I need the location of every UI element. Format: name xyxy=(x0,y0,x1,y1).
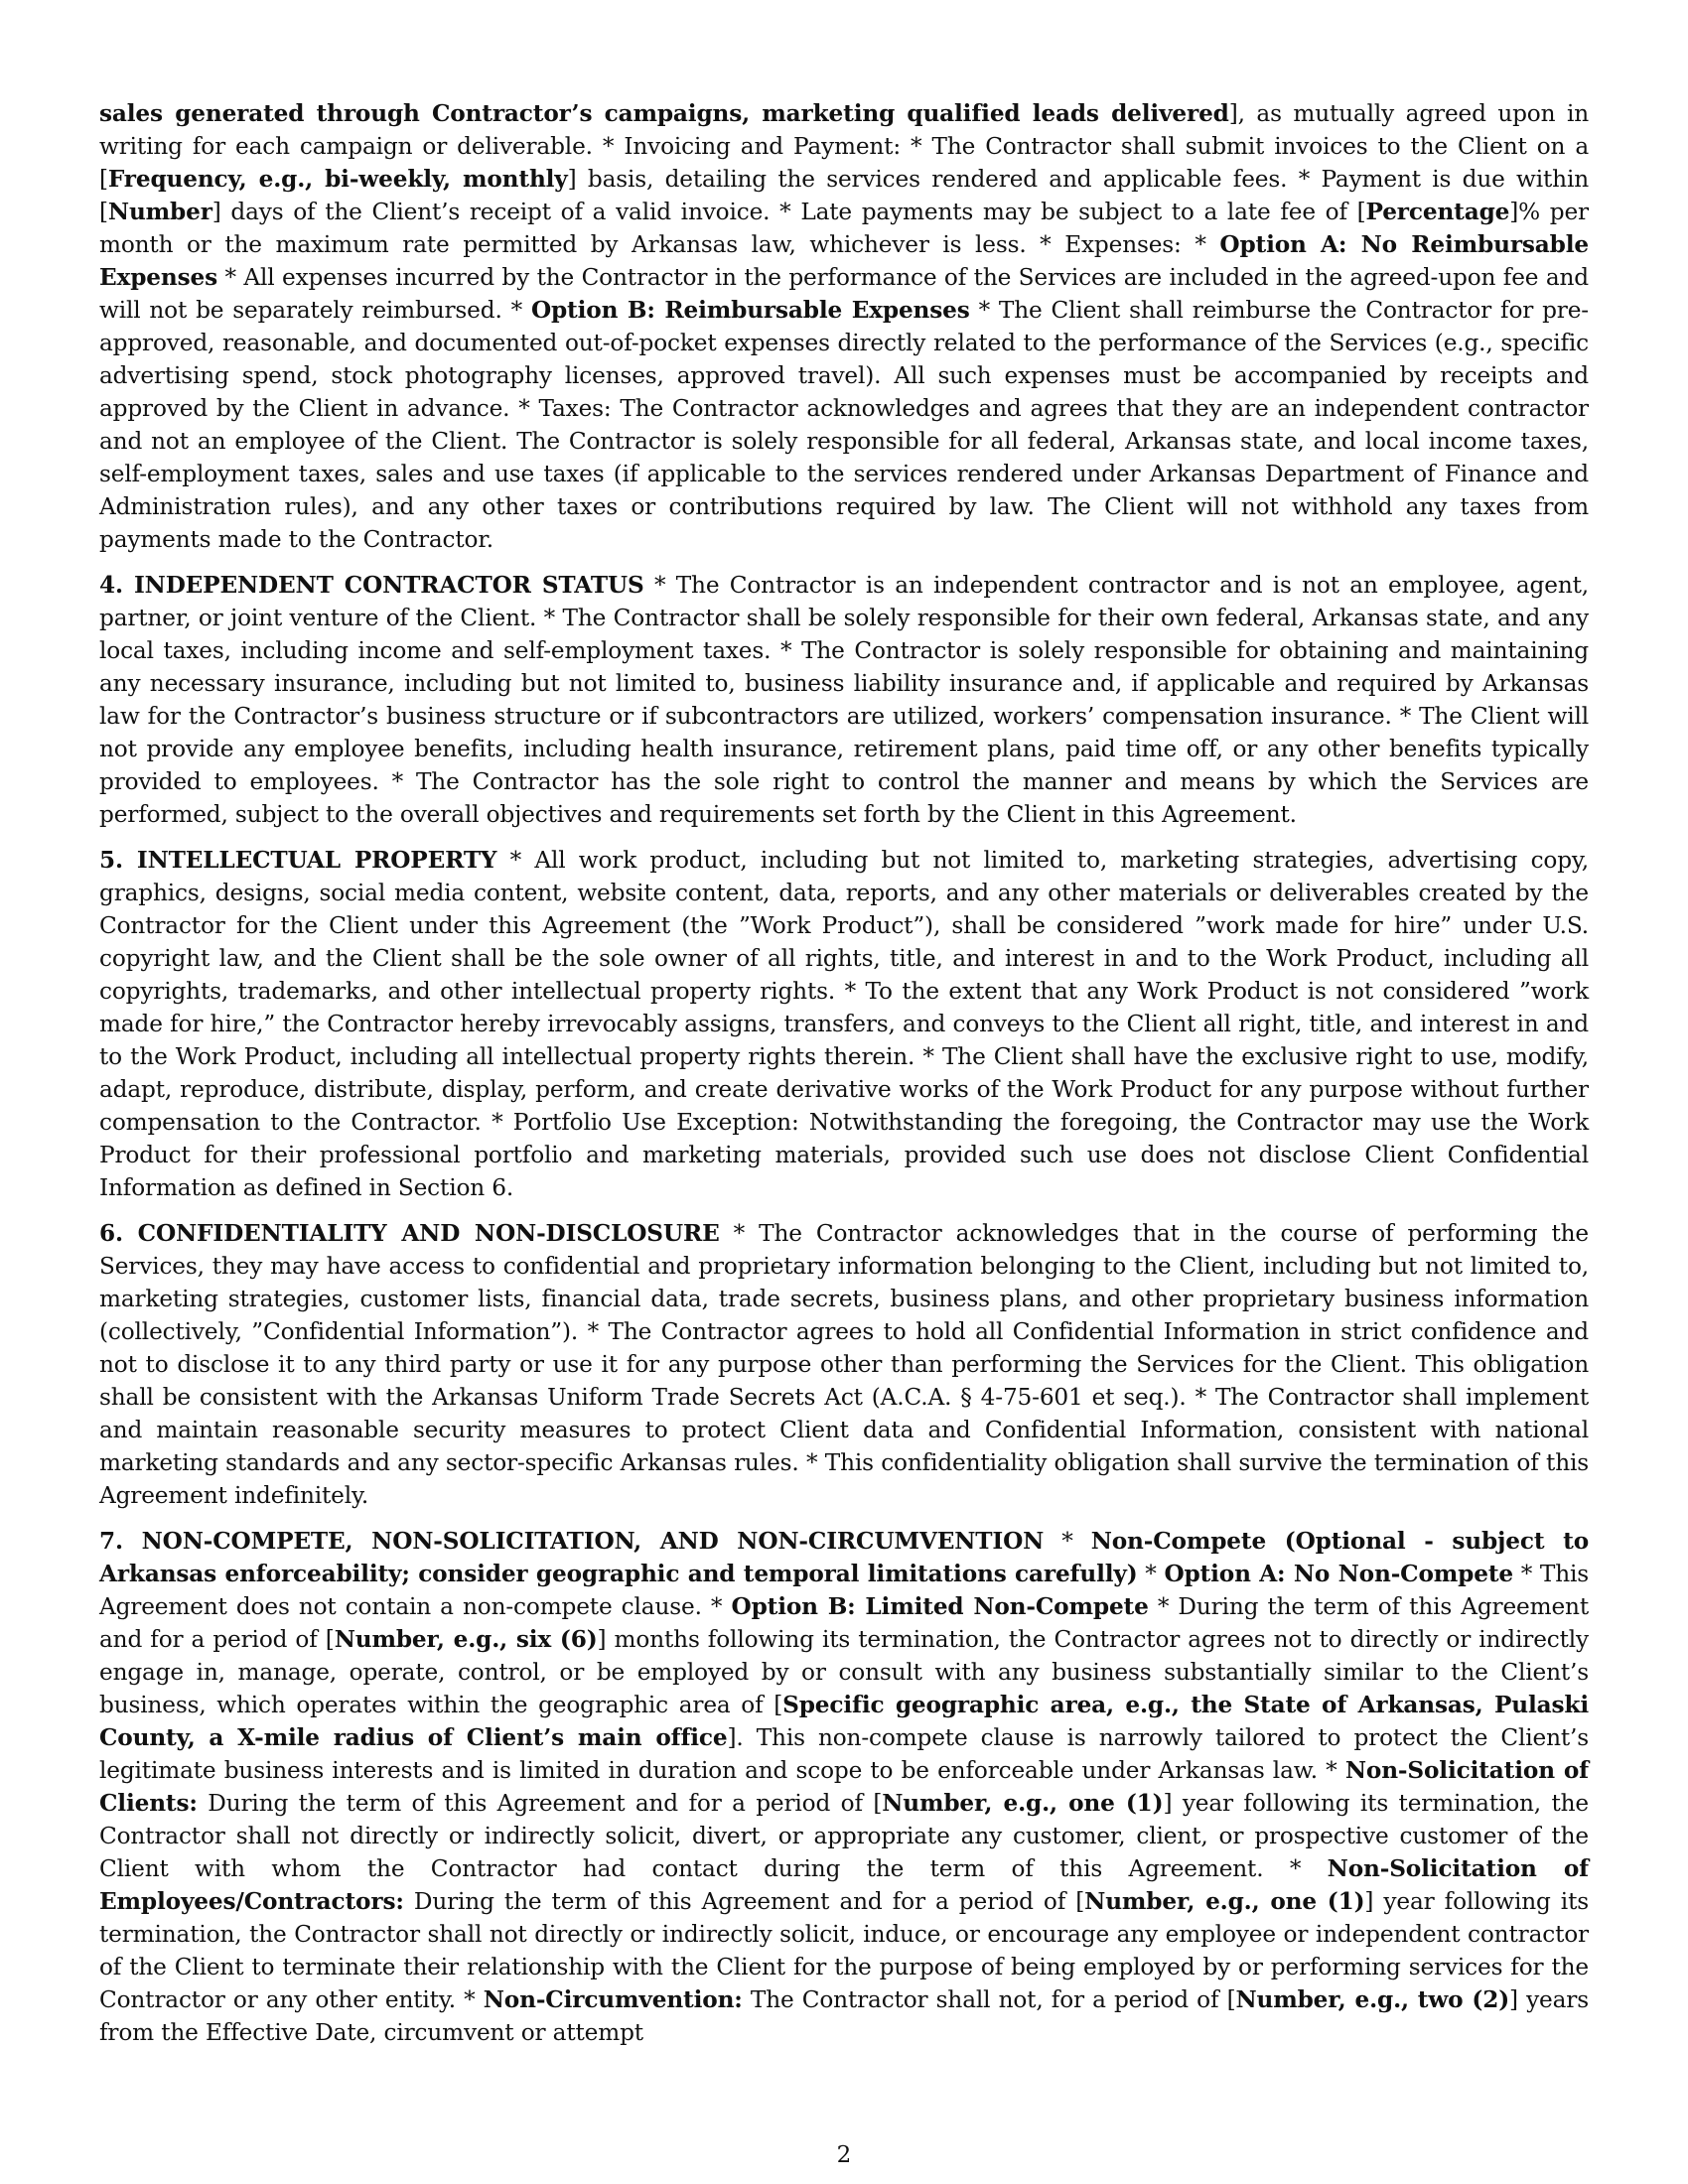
bold-text-run: Non-Circumvention: xyxy=(483,1986,743,2013)
text-run: * xyxy=(1044,1528,1091,1555)
document-body xyxy=(99,97,1589,2062)
section-heading: 5. INTELLECTUAL PROPERTY xyxy=(99,847,497,874)
bold-text-run: sales generated through Contractor’s campaigns, marketing qualified leads delivered xyxy=(99,100,1229,127)
bold-text-run: Number, e.g., two (2) xyxy=(1235,1986,1510,2013)
text-run: * xyxy=(1137,1561,1165,1587)
text-run: ] days of the Client’s receipt of a valid invoice. * Late payments may be subject to a late fee of [ xyxy=(211,199,1366,225)
bold-text-run: Non-Solicitation of Clients: xyxy=(99,1757,1590,1817)
text-run: * During the term of this Agreement and for a period of [ xyxy=(99,1593,1589,1653)
bold-text-run: Specific geographic area, e.g., the State of Arkansas, Pulaski County, a X-mile radius of Client’s main office xyxy=(99,1692,1589,1751)
bold-text-run: Option B: Limited Non-Compete xyxy=(731,1593,1149,1620)
text-run: ] basis, detailing the services rendered and applicable fees. * Payment is due within [ xyxy=(99,166,1589,225)
section-intellectual-property xyxy=(99,844,1589,1204)
bold-text-run: Non-Solicitation of Employees/Contractors: xyxy=(99,1855,1589,1915)
text-run: ]% per month or the maximum rate permitted by Arkansas law, whichever is less. * Expenses: * xyxy=(99,199,1589,258)
bold-text-run: Option A: No Reimbursable Expenses xyxy=(99,231,1590,291)
section-heading: 4. INDEPENDENT CONTRACTOR STATUS xyxy=(99,572,644,599)
text-run: ], as mutually agreed upon in writing for each campaign or deliverable. * Invoicing and Payment: * The Contractor shall submit invoices to the Client on a [ xyxy=(99,100,1589,193)
section-payment-continued xyxy=(99,97,1589,556)
bold-text-run: Non-Compete (Optional - subject to Arkansas enforceability; consider geographic and temporal limitations carefully) xyxy=(99,1528,1590,1587)
text-run: ]. This non-compete clause is narrowly tailored to protect the Client’s legitimate business interests and is limited in duration and scope to be enforceable under Arkansas law. * xyxy=(99,1724,1589,1784)
text-run: During the term of this Agreement and for a period of [ xyxy=(403,1888,1085,1915)
bold-text-run: Number, e.g., six (6) xyxy=(334,1626,598,1653)
text-run: * The Contractor is an independent contractor and is not an employee, agent, partner, or joint venture of the Client. * The Contractor shall be solely responsible for their own federal, Arkansas state, and any local taxes, including income and self-employment taxes. * The Contractor is solely responsible for obtaining and maintaining any necessary insurance, including but not limited to, business liability insurance and, if applicable and required by Arkansas law for the Contractor’s business structure or if subcontractors are utilized, workers’ compensation insurance. * The Client will not provide any employee benefits, including health insurance, retirement plans, paid time off, or any other benefits typically provided to employees. * The Contractor has the sole right to control the manner and means by which the Services are performed, subject to the overall objectives and requirements set forth by the Client in this Agreement. xyxy=(99,572,1589,828)
text-run: * All expenses incurred by the Contractor in the performance of the Services are included in the agreed-upon fee and will not be separately reimbursed. * xyxy=(99,264,1589,324)
section-heading: 6. CONFIDENTIALITY AND NON-DISCLOSURE xyxy=(99,1220,720,1247)
text-run: During the term of this Agreement and for a period of [ xyxy=(197,1790,883,1817)
text-run: ] year following its termination, the Contractor shall not directly or indirectly solicit, divert, or appropriate any customer, client, or prospective customer of the Client with whom the Contractor had contact during the term of this Agreement. * xyxy=(99,1790,1590,1882)
text-run: * The Contractor acknowledges that in the course of performing the Services, they may have access to confidential and proprietary information belonging to the Client, including but not limited to, marketing strategies, customer lists, financial data, trade secrets, business plans, and other proprietary business information (collectively, ”Confidential Information”). * The Contractor agrees to hold all Confidential Information in strict confidence and not to disclose it to any third party or use it for any purpose other than performing the Services for the Client. This obligation shall be consistent with the Arkansas Uniform Trade Secrets Act (A.C.A. § 4-75-601 et seq.). * The Contractor shall implement and maintain reasonable security measures to protect Client data and Confidential Information, consistent with national marketing standards and any sector-specific Arkansas rules. * This confidentiality obligation shall survive the termination of this Agreement indefinitely. xyxy=(99,1220,1590,1509)
text-run: ] years from the Effective Date, circumvent or attempt xyxy=(99,1986,1589,2046)
text-run: * This Agreement does not contain a non-compete clause. * xyxy=(99,1561,1589,1620)
bold-text-run: Option B: Reimbursable Expenses xyxy=(530,297,970,324)
bold-text-run: Number, e.g., one (1) xyxy=(1084,1888,1365,1915)
section-heading: 7. NON-COMPETE, NON-SOLICITATION, AND NON-CIRCUMVENTION xyxy=(99,1528,1045,1555)
text-run: ] year following its termination, the Contractor shall not directly or indirectly solicit, induce, or encourage any employee or independent contractor of the Client to terminate their relationship with the Client for the purpose of being employed by or performing services for the Contractor or any other entity. * xyxy=(99,1888,1589,2013)
bold-text-run: Number, e.g., one (1) xyxy=(882,1790,1164,1817)
text-run: ] months following its termination, the Contractor agrees not to directly or indirectly engage in, manage, operate, control, or be employed by or consult with any business substantially similar to the Client’s business, which operates within the geographic area of [ xyxy=(99,1626,1589,1718)
section-confidentiality xyxy=(99,1217,1589,1512)
text-run: The Contractor shall not, for a period of [ xyxy=(742,1986,1236,2013)
bold-text-run: Option A: No Non-Compete xyxy=(1164,1561,1514,1587)
bold-text-run: Number xyxy=(107,199,212,225)
page-number: 2 xyxy=(836,2142,852,2168)
section-non-compete xyxy=(99,1525,1589,2049)
bold-text-run: Frequency, e.g., bi-weekly, monthly xyxy=(107,166,568,193)
bold-text-run: Percentage xyxy=(1365,199,1510,225)
text-run: * All work product, including but not limited to, marketing strategies, advertising copy, graphics, designs, social media content, website content, data, reports, and any other materials or deliverables created by the Contractor for the Client under this Agreement (the ”Work Product”), shall be considered ”work made for hire” under U.S. copyright law, and the Client shall be the sole owner of all rights, title, and interest in and to the Work Product, including all copyrights, trademarks, and other intellectual property rights. * To the extent that any Work Product is not considered ”work made for hire,” the Contractor hereby irrevocably assigns, transfers, and conveys to the Client all right, title, and interest in and to the Work Product, including all intellectual property rights therein. * The Client shall have the exclusive right to use, modify, adapt, reproduce, distribute, display, perform, and create derivative works of the Work Product for any purpose without further compensation to the Contractor. * Portfolio Use Exception: Notwithstanding the foregoing, the Contractor may use the Work Product for their professional portfolio and marketing materials, provided such use does not disclose Client Confidential Information as defined in Section 6. xyxy=(99,847,1589,1201)
section-independent-contractor xyxy=(99,569,1589,831)
text-run: * The Client shall reimburse the Contractor for pre-approved, reasonable, and documented out-of-pocket expenses directly related to the performance of the Services (e.g., specific advertising spend, stock photography licenses, approved travel). All such expenses must be accompanied by receipts and approved by the Client in advance. * Taxes: The Contractor acknowledges and agrees that they are an independent contractor and not an employee of the Client. The Contractor is solely responsible for all federal, Arkansas state, and local income taxes, self-employment taxes, sales and use taxes (if applicable to the services rendered under Arkansas Department of Finance and Administration rules), and any other taxes or contributions required by law. The Client will not withhold any taxes from payments made to the Contractor. xyxy=(99,297,1589,553)
